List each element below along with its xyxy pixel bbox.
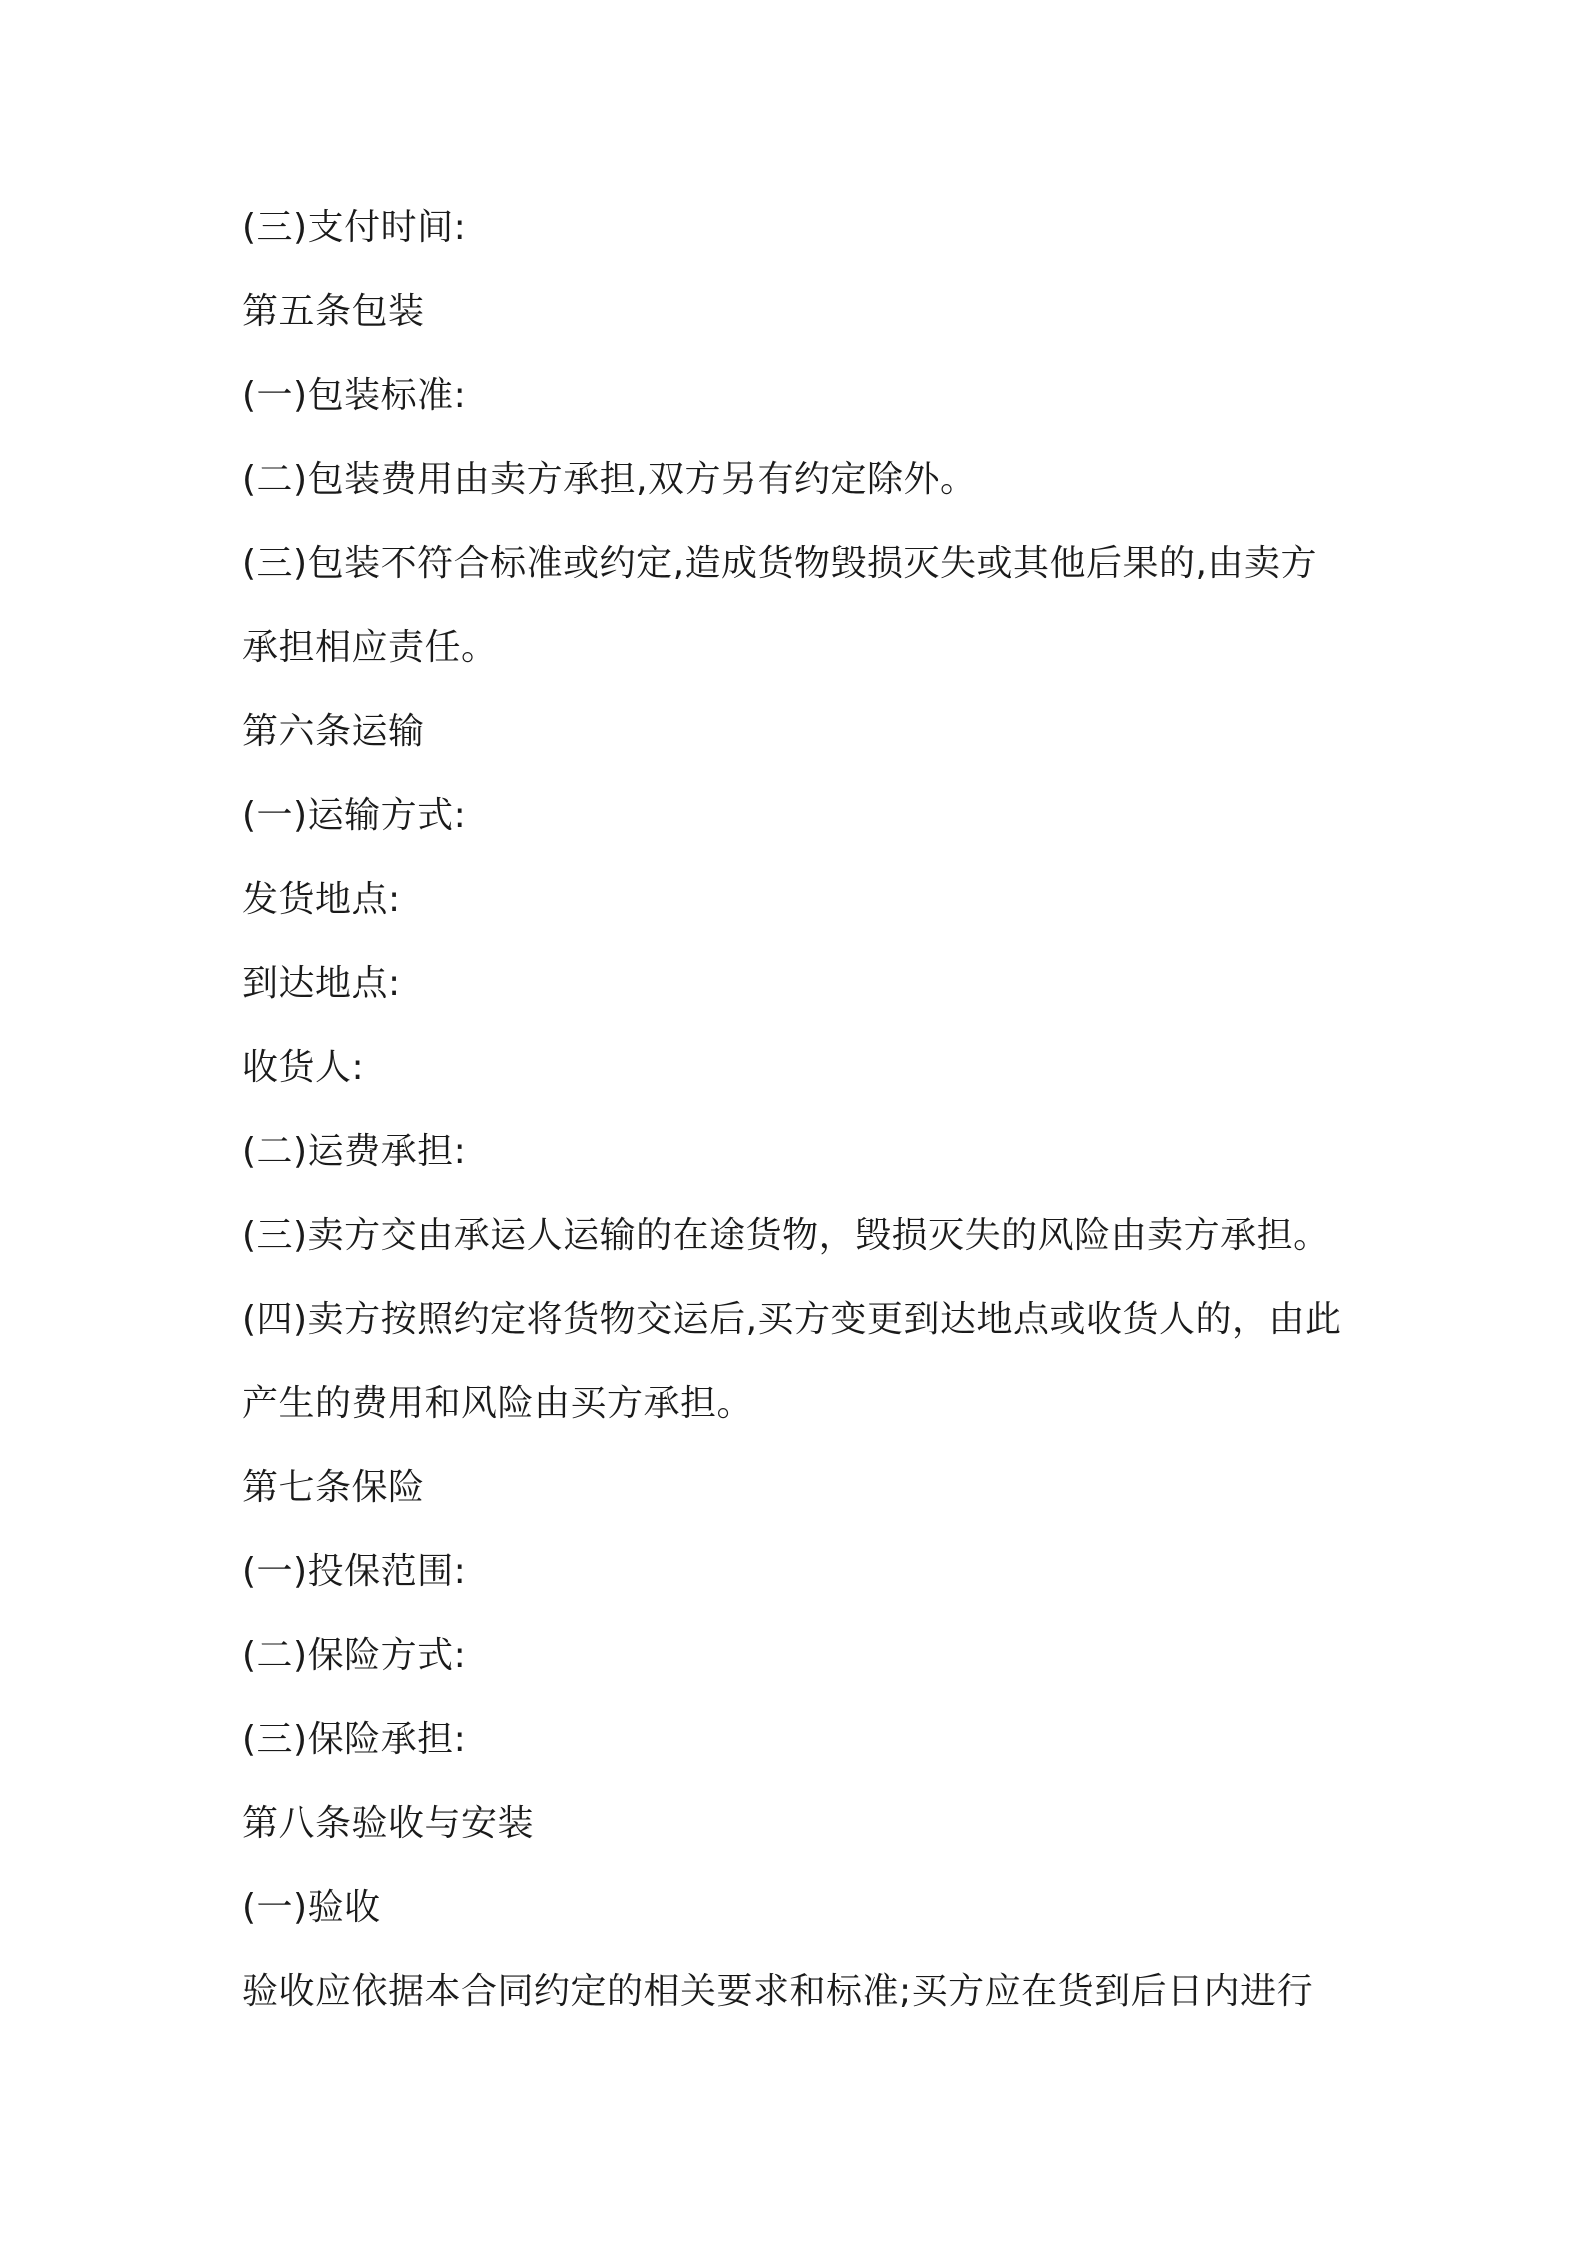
payment-time-line: (三)支付时间: [242,207,467,248]
packaging-nonconformity-line-1: (三)包装不符合标准或约定,造成货物毁损灭失或其他后果的,由卖方 [242,543,1317,584]
destination-change-line-1: (四)卖方按照约定将货物交运后,买方变更到达地点或收货人的，由此 [242,1299,1342,1340]
transit-risk-line: (三)卖方交由承运人运输的在途货物，毁损灭失的风险由卖方承担。 [242,1215,1330,1256]
article-six-heading: 第六条运输 [242,711,425,752]
acceptance-requirements-line: 验收应依据本合同约定的相关要求和标准;买方应在货到后日内进行 [242,1971,1314,2012]
packaging-cost-line: (二)包装费用由卖方承担,双方另有约定除外。 [242,459,977,500]
article-eight-heading: 第八条验收与安装 [242,1803,535,1844]
transport-method-line: (一)运输方式: [242,795,467,836]
acceptance-subheading: (一)验收 [242,1887,381,1928]
document-body [242,186,1362,2034]
destination-change-line-2: 产生的费用和风险由买方承担。 [242,1383,754,1424]
article-five-heading: 第五条包装 [242,291,425,332]
packaging-nonconformity-line-2: 承担相应责任。 [242,627,498,668]
article-seven-heading: 第七条保险 [242,1467,425,1508]
freight-cost-line: (二)运费承担: [242,1131,467,1172]
insurance-scope-line: (一)投保范围: [242,1551,467,1592]
arrival-location-line: 到达地点: [242,963,401,1004]
packaging-standard-line: (一)包装标准: [242,375,467,416]
insurance-method-line: (二)保险方式: [242,1635,467,1676]
shipping-location-line: 发货地点: [242,879,401,920]
insurance-bearing-line: (三)保险承担: [242,1719,467,1760]
consignee-line: 收货人: [242,1047,365,1088]
